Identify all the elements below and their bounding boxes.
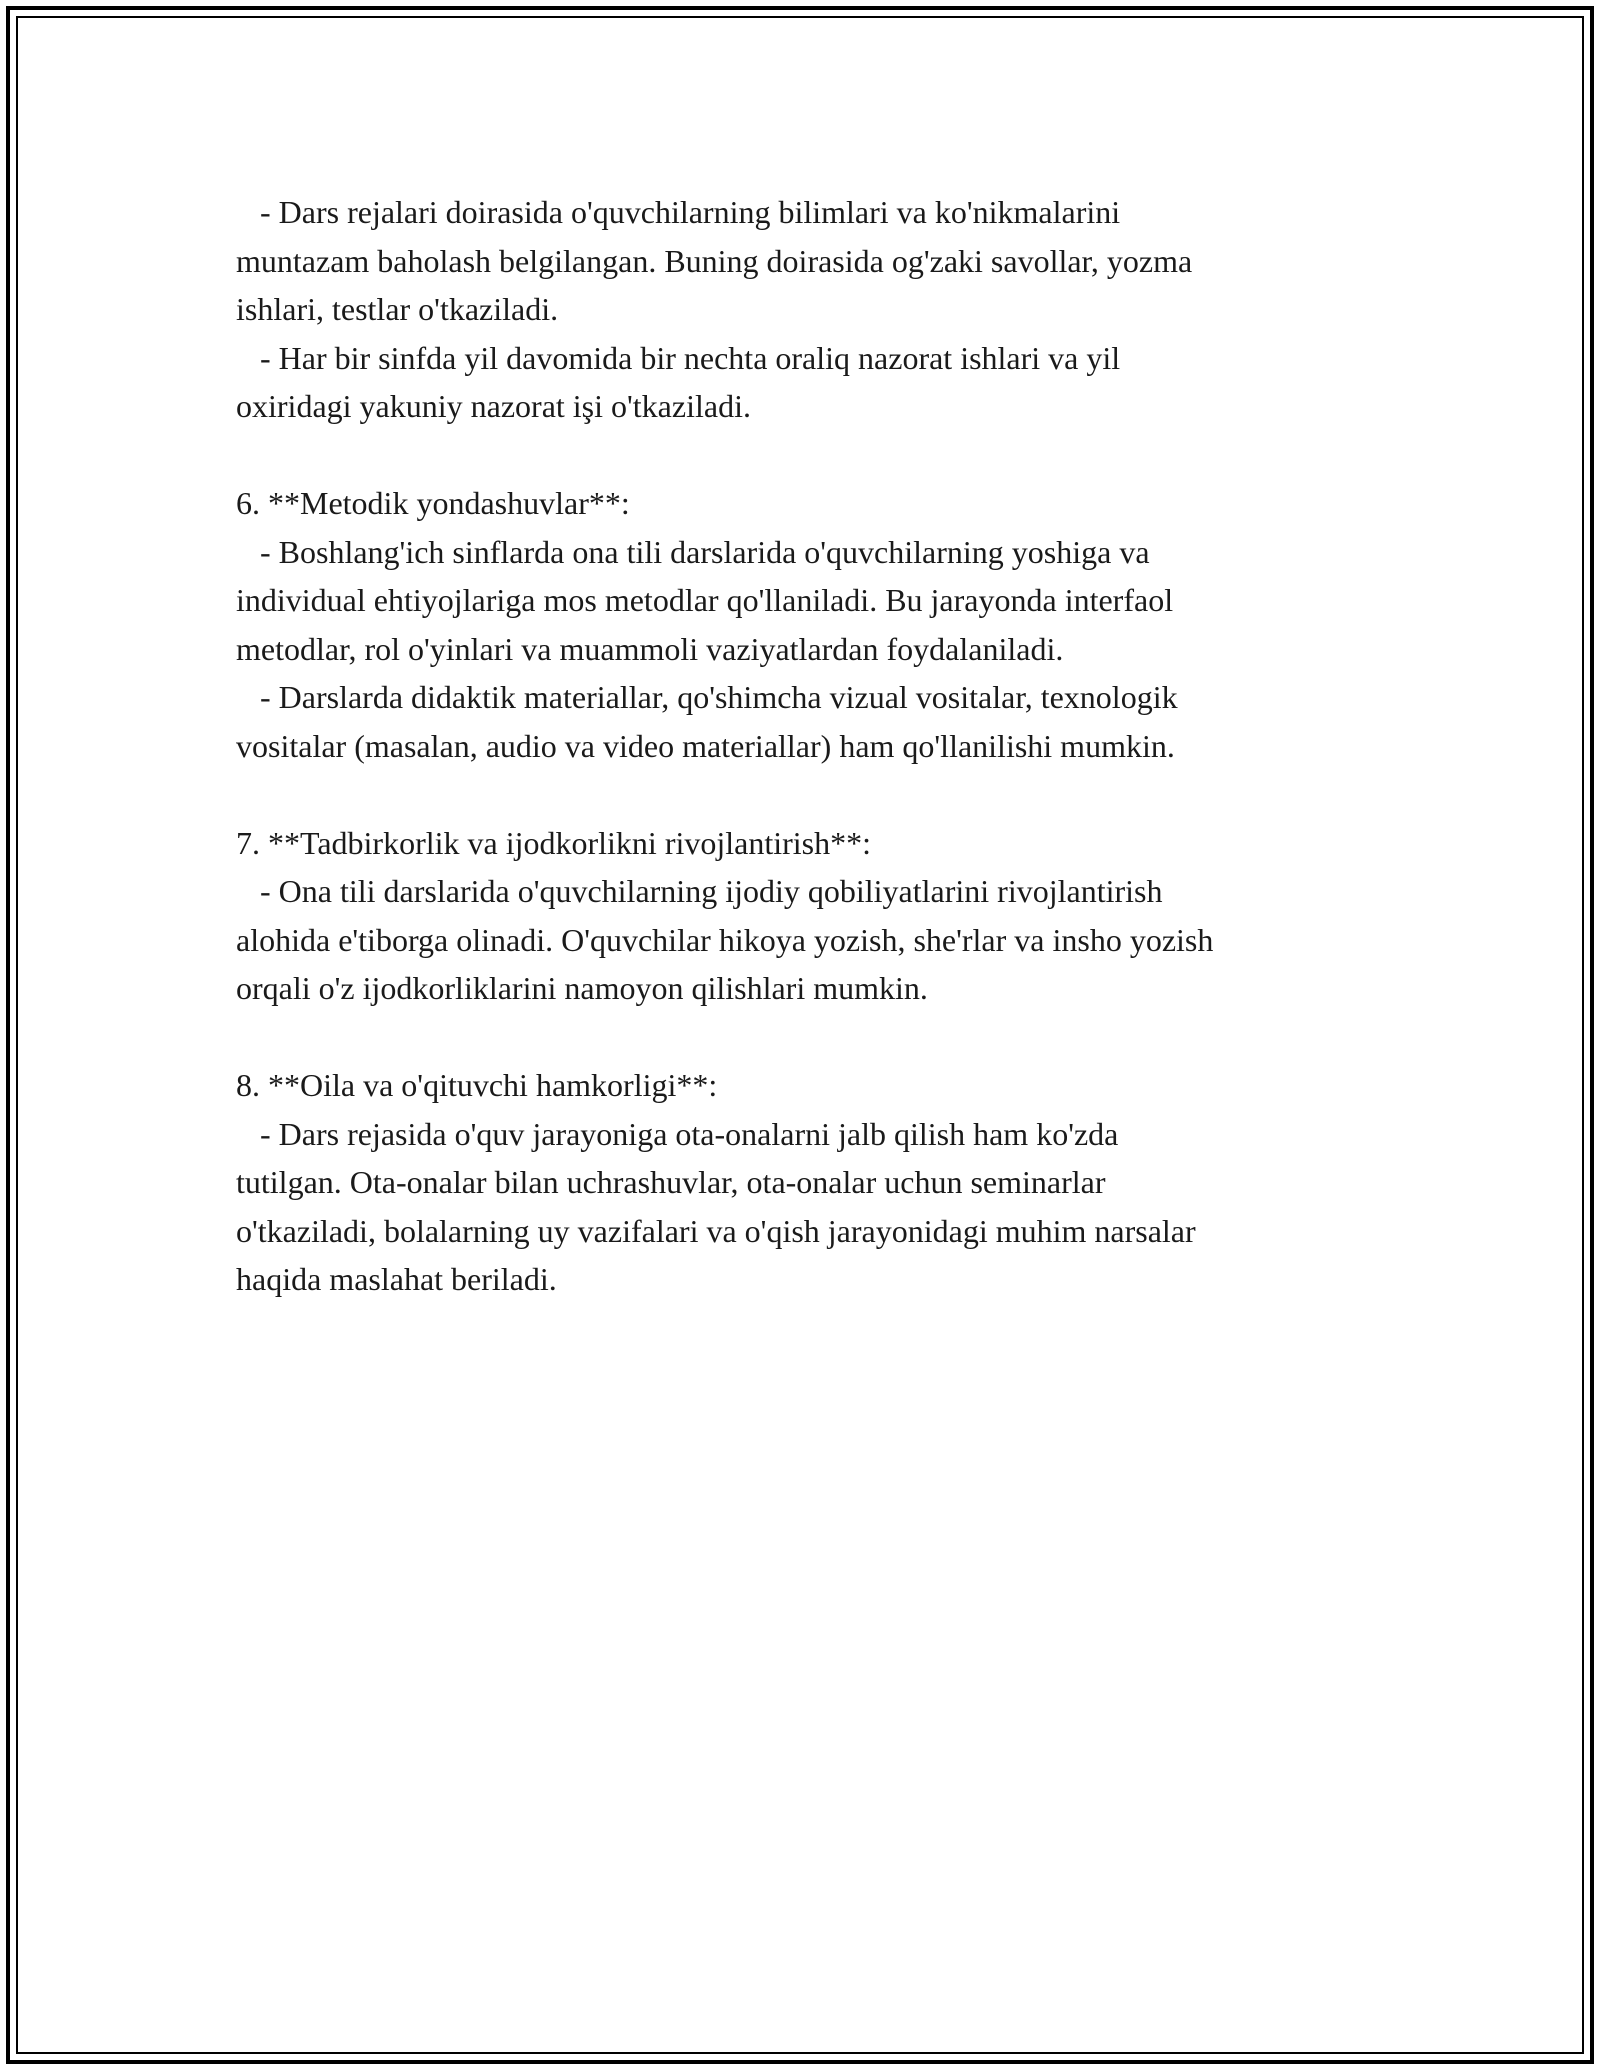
text-line: ishlari, testlar o'tkaziladi. bbox=[236, 291, 559, 327]
section-heading: 8. **Oila va o'qituvchi hamkorligi**: bbox=[236, 1067, 718, 1103]
text-line: o'tkaziladi, bolalarning uy vazifalari va o'qish jarayonidagi muhim narsalar bbox=[236, 1212, 1196, 1249]
text-line: individual ehtiyojlariga mos metodlar qo'llaniladi. Bu jarayonda interfaol bbox=[236, 582, 1174, 618]
text-line: orqali o'z ijodkorliklarini namoyon qilishlari mumkin. bbox=[236, 970, 928, 1006]
paragraph-gap bbox=[236, 431, 1396, 480]
text-line: oxiridagi yakuniy nazorat işi o'tkaziladi. bbox=[236, 388, 751, 424]
text-line: - Darslarda didaktik materiallar, qo'shimcha vizual vositalar, texnologik bbox=[236, 679, 1178, 715]
text-line: vositalar (masalan, audio va video materiallar) ham qo'llanilishi mumkin. bbox=[236, 727, 1175, 764]
text-line: tutilgan. Ota-onalar bilan uchrashuvlar, ota-onalar uchun seminarlar bbox=[236, 1164, 1106, 1200]
text-line: - Boshlang'ich sinflarda ona tili darslarida o'quvchilarning yoshiga va bbox=[236, 533, 1150, 570]
text-line: haqida maslahat beriladi. bbox=[236, 1261, 557, 1297]
section-heading: 7. **Tadbirkorlik va ijodkorlikni rivojlantirish**: bbox=[236, 824, 872, 861]
text-line: - Dars rejasida o'quv jarayoniga ota-onalarni jalb qilish ham ko'zda bbox=[236, 1115, 1119, 1152]
text-line: metodlar, rol o'yinlari va muammoli vaziyatlardan foydalaniladi. bbox=[236, 630, 1064, 667]
section-heading: 6. **Metodik yondashuvlar**: bbox=[236, 485, 630, 521]
paragraph-gap bbox=[236, 770, 1396, 819]
text-line: alohida e'tiborga olinadi. O'quvchilar hikoya yozish, she'rlar va insho yozish bbox=[236, 921, 1214, 958]
document-body bbox=[236, 188, 1396, 1304]
text-line: - Har bir sinfda yil davomida bir nechta oraliq nazorat ishlari va yil bbox=[236, 339, 1121, 376]
text-line: - Dars rejalari doirasida o'quvchilarning bilimlari va ko'nikmalarini bbox=[236, 194, 1121, 230]
paragraph-gap bbox=[236, 1013, 1396, 1062]
text-line: - Ona tili darslarida o'quvchilarning ijodiy qobiliyatlarini rivojlantirish bbox=[236, 873, 1163, 909]
text-line: muntazam baholash belgilangan. Buning doirasida og'zaki savollar, yozma bbox=[236, 242, 1193, 279]
